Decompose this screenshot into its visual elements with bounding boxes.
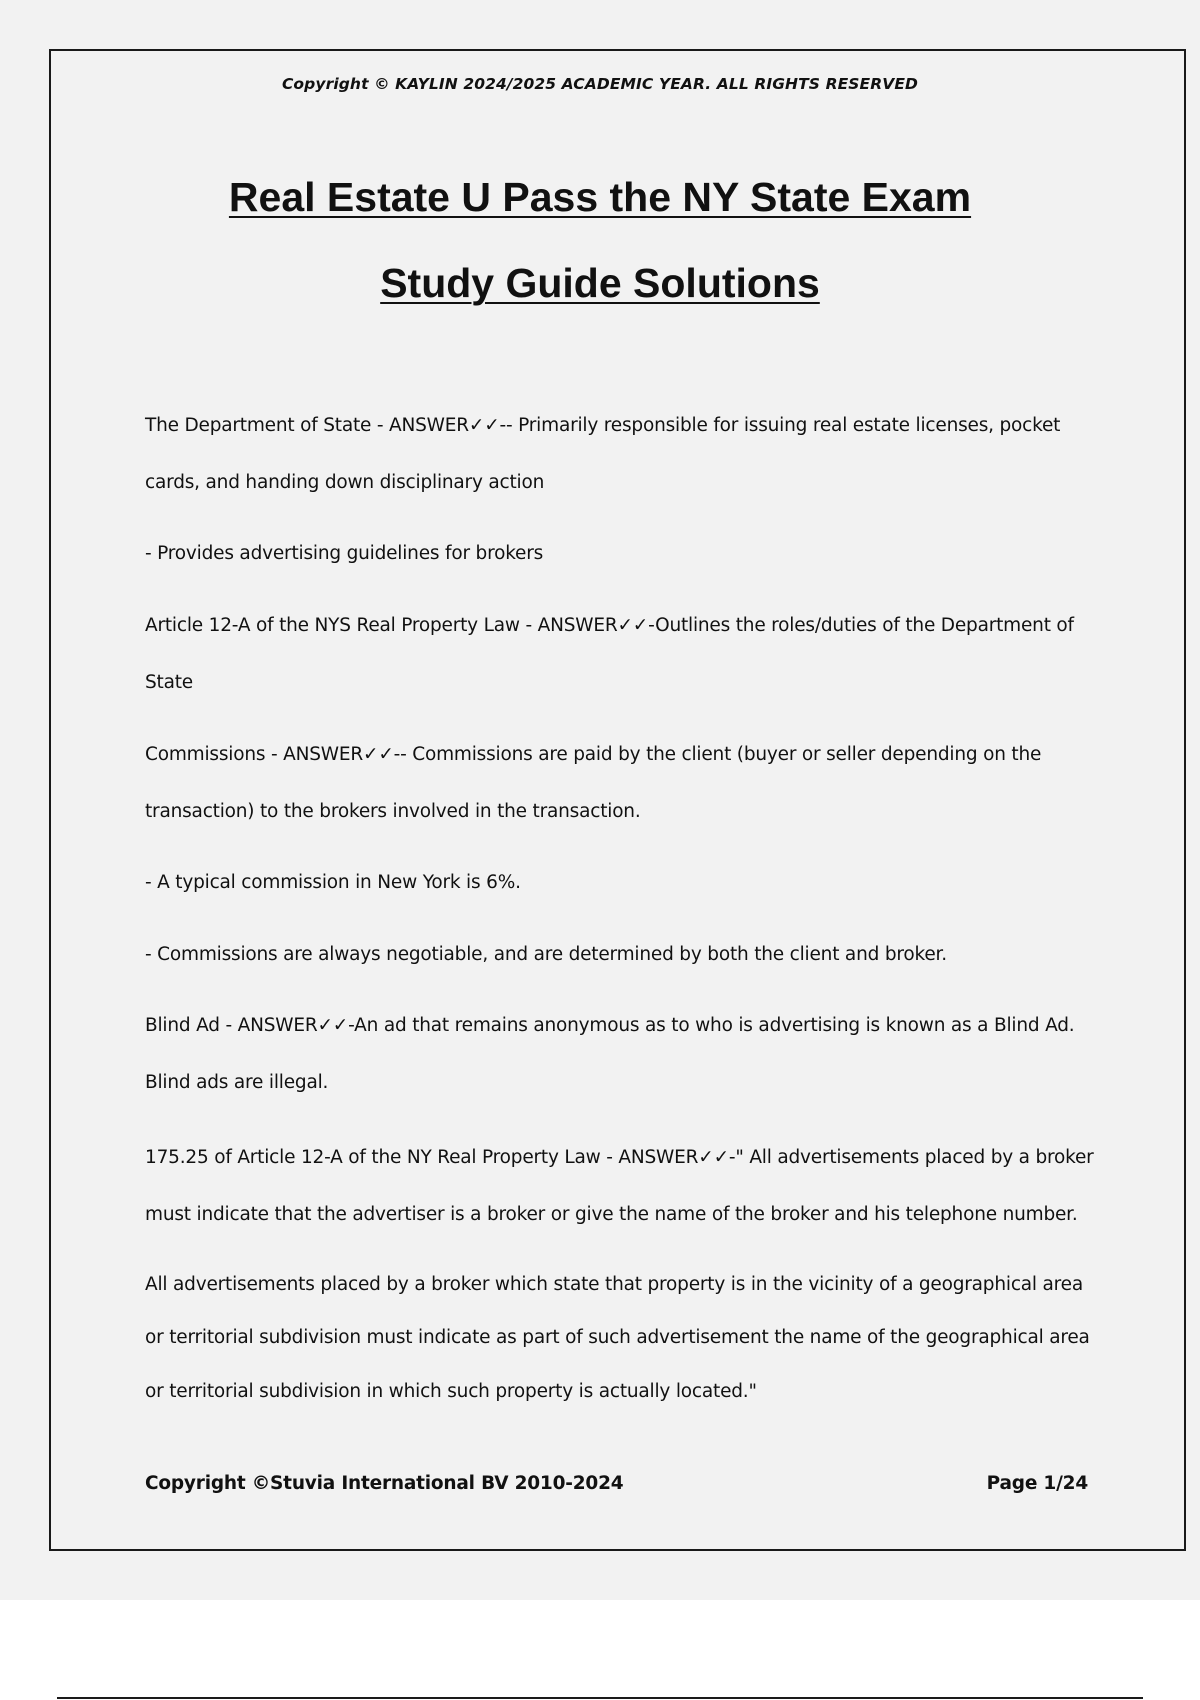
text-line: Commissions - ANSWER✓✓-- Commissions are paid by the client (buyer or seller depending on the: [145, 744, 1042, 765]
text-line: - Commissions are always negotiable, and are determined by both the client and broker.: [145, 944, 947, 965]
header-copyright: Copyright © KAYLIN 2024/2025 ACADEMIC YEAR. ALL RIGHTS RESERVED: [281, 75, 919, 93]
page-number: Page 1/24: [986, 1473, 1088, 1494]
text-line: Article 12-A of the NYS Real Property Law - ANSWER✓✓-Outlines the roles/duties of the Department of: [145, 615, 1074, 636]
text-line: must indicate that the advertiser is a broker or give the name of the broker and his telephone number.: [145, 1204, 1078, 1225]
text-line: The Department of State - ANSWER✓✓-- Primarily responsible for issuing real estate licenses, pocket: [145, 415, 1061, 436]
text-line: State: [145, 672, 193, 693]
document-title-line-1: Real Estate U Pass the NY State Exam: [228, 174, 972, 220]
footer-copyright: Copyright ©Stuvia International BV 2010-2024: [145, 1473, 624, 1494]
text-line: All advertisements placed by a broker which state that property is in the vicinity of a geographical area: [145, 1274, 1084, 1295]
text-line: cards, and handing down disciplinary action: [145, 472, 545, 493]
text-line: - A typical commission in New York is 6%.: [145, 872, 521, 893]
document-title-line-2: Study Guide Solutions: [380, 260, 820, 306]
text-line: Blind ads are illegal.: [145, 1072, 329, 1093]
text-line: transaction) to the brokers involved in the transaction.: [145, 801, 641, 822]
document-title: [0, 174, 1200, 221]
next-page-rule: [57, 1697, 1143, 1699]
text-line: or territorial subdivision in which such property is actually located.": [145, 1381, 757, 1402]
text-line: 175.25 of Article 12-A of the NY Real Property Law - ANSWER✓✓-" All advertisements placed by a broker: [145, 1147, 1094, 1168]
text-line: - Provides advertising guidelines for brokers: [145, 543, 544, 564]
document-subtitle: [0, 260, 1200, 307]
text-line: Blind Ad - ANSWER✓✓-An ad that remains anonymous as to who is advertising is known as a Blind Ad.: [145, 1015, 1075, 1036]
text-line: or territorial subdivision must indicate as part of such advertisement the name of the geographical area: [145, 1327, 1090, 1348]
